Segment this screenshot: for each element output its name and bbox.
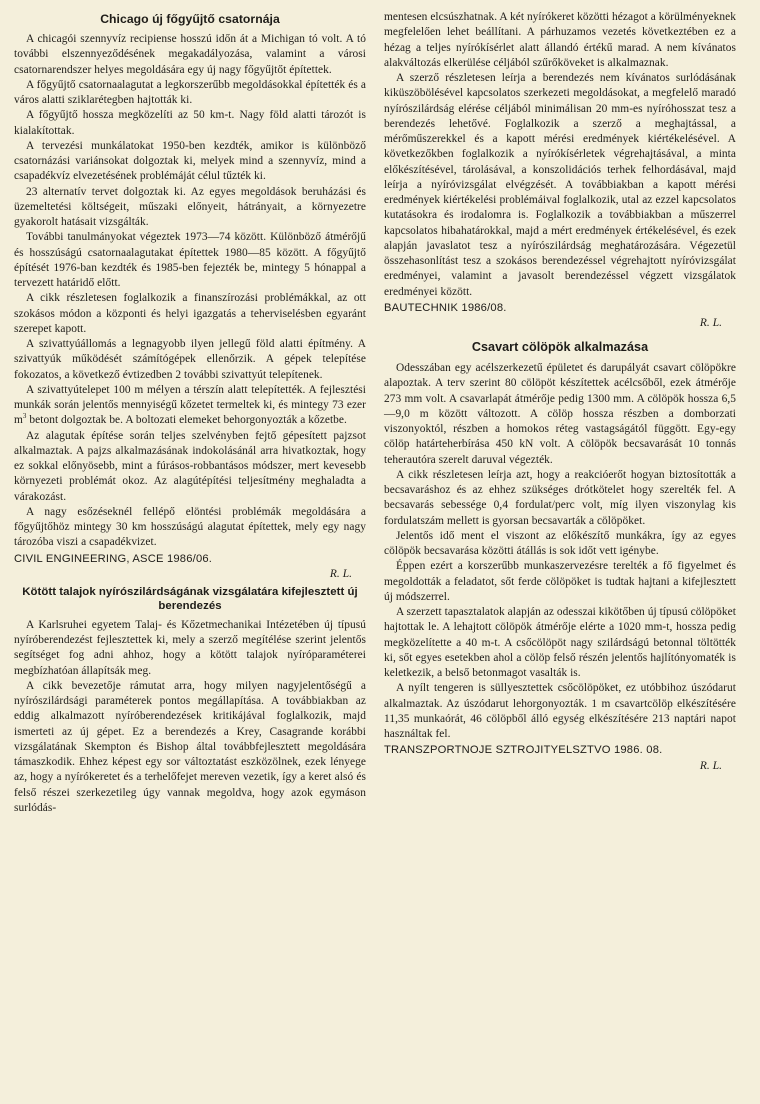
paragraph: A nyílt tengeren is süllyesztettek csőcölöpöket, ez utóbbihoz úszódarut alkalmaztak. Az úszódarut lehorgonyozták. 1 m csavartcölöp elkészítésére 11,35 munkaórát, 46 cölöpből álló egység elkészítésére 213 naptári napot használtak fel. <box>384 682 736 740</box>
article-title-shear-device: Kötött talajok nyírószilárdságának vizsgálatára kifejlesztett új berendezés <box>22 585 358 612</box>
paragraph: 23 alternatív tervet dolgoztak ki. Az egyes megoldások beruházási és üzemeltetési költségeit, műszaki előnyeit, hátrányait, a környezetre gyakorolt hatásait vizsgálták. <box>14 185 366 228</box>
superscript: 3 <box>22 412 27 421</box>
paragraph: Éppen ezért a korszerűbb munkaszervezésre terelték a fő figyelmet és megoldották a feladatot, sőt ferde cölöpöket is tudtak hajtani a kifejlesztett új módszerrel. <box>384 560 736 603</box>
paragraph: A szerzett tapasztalatok alapján az odesszai kikötőben új típusú cölöpöket hajtottak le. A lehajtott cölöpök átmérője elérte a 1020 mm-t, hossza pedig megközelítette a 40 m-t. A csőcölöpöt nagy szilárdságú betonnal töltötték ki, sőt egyes esetekben ahol a cölöp felső részén jelentős hajlítónyomaték is keletkezik, a belső betonmagot vasalták is. <box>384 606 736 679</box>
paragraph: A tervezési munkálatokat 1950-ben kezdték, amikor is különböző csatornázási variánsokat dolgoztak ki, melyek mind a szennyvíz, mind a csapadékvíz elvezetésének problémáját célul tűzték ki. <box>14 139 366 183</box>
paragraph: További tanulmányokat végeztek 1973—74 között. Különböző átmérőjű és hosszúságú csatornaalagutakat építettek 1980—85 között. A főgyűjtő építését 1976-ban kezdték és 1985-ben fejezték be, mintegy 5 hónappal a tervezett határidő előtt. <box>14 231 366 289</box>
paragraph: A cikk részletesen leírja azt, hogy a reakcióerőt hogyan biztosították a becsavaráshoz és az ehhez szükséges drótkötelet hogy szerelték fel. A becsavarás sebessége 0,4 fordulat/perc volt, míg ilyen viszonylag kis fordulatszám mellett is gyorsan becsavarták a cölöpöket. <box>384 468 736 527</box>
author-initials: R. L. <box>329 567 352 580</box>
paragraph-text: betont dolgoztak be. A boltozati elemeket behorgonyozták a kőzetbe. <box>26 414 347 427</box>
paragraph-text: A szivattyútelepet 100 m mélyen a térszín alatt telepítették. A fejlesztési munkák során jelentős mennyiségű kőzetet termeltek ki, és mintegy 73 ezer m <box>14 383 366 427</box>
paragraph: Az alagutak építése során teljes szelvényben fejtő gépesített pajzsot alkalmaztak. A pajzs alkalmazásának indokolásánál arra hivatkoztak, hogy ez sokkal előnyösebb, mint a fúrásos-robbantásos módszer, mert kevesebb környezeti problémát okoz. Az alagútépítési teljesítmény meghaladta a várakozást. <box>14 429 366 503</box>
article-title-chicago: Chicago új főgyűjtő csatornája <box>100 12 280 26</box>
paragraph: A főgyűjtő csatornaalagutat a legkorszerűbb megoldásokkal építették és a város alatti sziklarétegben hajtották ki. <box>14 78 366 106</box>
author-initials: R. L. <box>699 759 722 772</box>
article-source: BAUTECHNIK 1986/08. <box>384 301 507 314</box>
paragraph: A cikk részletesen foglalkozik a finanszírozási problémákkal, az ott szokásos módon a központi és helyi igazgatás a teherviselésben egyaránt szerepet kapott. <box>14 292 366 335</box>
author-initials: R. L. <box>699 317 722 329</box>
paragraph-continued: mentesen elcsúszhatnak. A két nyírókeret közötti hézagot a körülményeknek megfelelően lehet beállítani. A párhuzamos vezetés következtében ez a hézag a teljes nyírókísérlet alatt állandó értékű marad. A nem kívánatos alakváltozás elkerülése céljából szűrőköveket is alkalmaznak. <box>384 11 736 69</box>
paragraph: A főgyűjtő hossza megközelíti az 50 km-t. Nagy föld alatti tározót is kialakítottak. <box>14 109 366 137</box>
left-column <box>14 10 366 1104</box>
paragraph: A szivattyúállomás a legnagyobb ilyen jellegű föld alatti építmény. A szivattyúk működését számítógépek ellenőrzik. A gépek telepítése fokozatos, a következő évtizedben 2 további szivattyút telepítenek. <box>14 338 366 381</box>
paragraph: A nagy esőzéseknél fellépő elöntési problémák megoldására a főgyűjtőhöz mintegy 30 km hosszúságú alagutat építettek, mely egy nagy tározóba viszi a csapadékvizet. <box>14 505 366 549</box>
article-source: CIVIL ENGINEERING, ASCE 1986/06. <box>14 552 213 565</box>
paragraph: A szerző részletesen leírja a berendezés nem kívánatos surlódásának kiküszöbölésével kapcsolatos szerkezeti megoldásokat, a megfelelő maradó nyírószilárdság elérése céljából minimálisan 20 mm-es nyíróhosszat tesz a berendezés lehetővé. Foglalkozik a szerző a meghajtással, a mérőműszerekkel és a kapott mérési eredmények kiértékelésével. A következőkben foglalkozik a nyírókísérletek végrehajtásával, a minta előkészítésével, tárolásával, a konszolidációs terhek felhordásával, majd leírja a nyíróvizsgálat elvégzését. A továbbiakban a kapott mérési eredmények kiértékelési problémáival foglalkozik, utal az ezzel kapcsolatos kutatásokra és irodalomra is. Foglalkozik a továbbiakban a műszerrel kapcsolatos hibahatárokkal, majd a mért eredmények értékelésével, és ezek alapján javaslatot tesz a nyírószilárdság meghatározására. Végezetül összehasonlítást tesz a szokásos berendezéssel végrehajtott nyíróvizsgálat eredményei, valamint a javasolt berendezéssel végzett vizsgálatok eredményei között. <box>384 72 736 298</box>
paragraph: A cikk bevezetője rámutat arra, hogy milyen nagyjelentőségű a nyírószilárdsági paraméterek pontos megállapítása. A továbbiakban az eddig alkalmazott nyíróberendezések kritikájával foglalkozik, majd ismerteti az új gépet. Ez a berendezés a Krey, Casagrande korábbi vizsgálatának Skempton és Bishop által továbbfejlesztett megoldására támaszkodik. Ehhez képest egy sor változtatást eszközölnek, ezek lényege az, hogy a nyírókeretet és a terhelőfejet mereven vezetik, így a keret alsó és felső részei szerkezetileg úgy vannak megoldva, hogy azok egymáson surlódás- <box>14 679 366 814</box>
article-title-screw-piles: Csavart cölöpök alkalmazása <box>471 340 649 354</box>
paragraph: A Karlsruhei egyetem Talaj- és Kőzetmechanikai Intézetében új típusú nyíróberendezést fejlesztettek ki, mely a szerző megítélése szerint jelentős segítséget fog adni ahhoz, hogy a kötött talajok nyíróparaméterei megbízhatóan állapítsák meg. <box>14 618 366 677</box>
paragraph: Odesszában egy acélszerkezetű épületet és darupályát csavart cölöpökre alapoztak. A terv szerint 80 cölöpöt készítettek acélcsőből, ezek átmérője 273 mm volt. A csavarlapát átmérője pedig 1300 mm. A cölöpök hossza 6,5—9,0 m között változott. A cölöp hossza részben a domborzati viszonyoktól, részben a homokos réteg vastagságától függött. Egy-egy cölöp határteherbírása 450 kN volt. A cölöpök becsavarását 10 tonnás teherautóra szerelt daruval végezték. <box>384 362 736 466</box>
right-column <box>384 10 736 1104</box>
paragraph <box>14 383 366 429</box>
article-source: TRANSZPORTNOJE SZTROJITYELSZTVO 1986. 08. <box>384 744 663 757</box>
paragraph: A chicagói szennyvíz recipiense hosszú időn át a Michigan tó volt. A tó további elszennyeződésének megakadályozása, valamint a városi csatornarendszer helyes megoldására egy új nagy főgyűjtőt építettek. <box>14 33 366 76</box>
paragraph: Jelentős idő ment el viszont az előkészítő munkákra, így az egyes cölöpök becsavarása közötti átállás is sok időt vett igénybe. <box>384 529 736 557</box>
